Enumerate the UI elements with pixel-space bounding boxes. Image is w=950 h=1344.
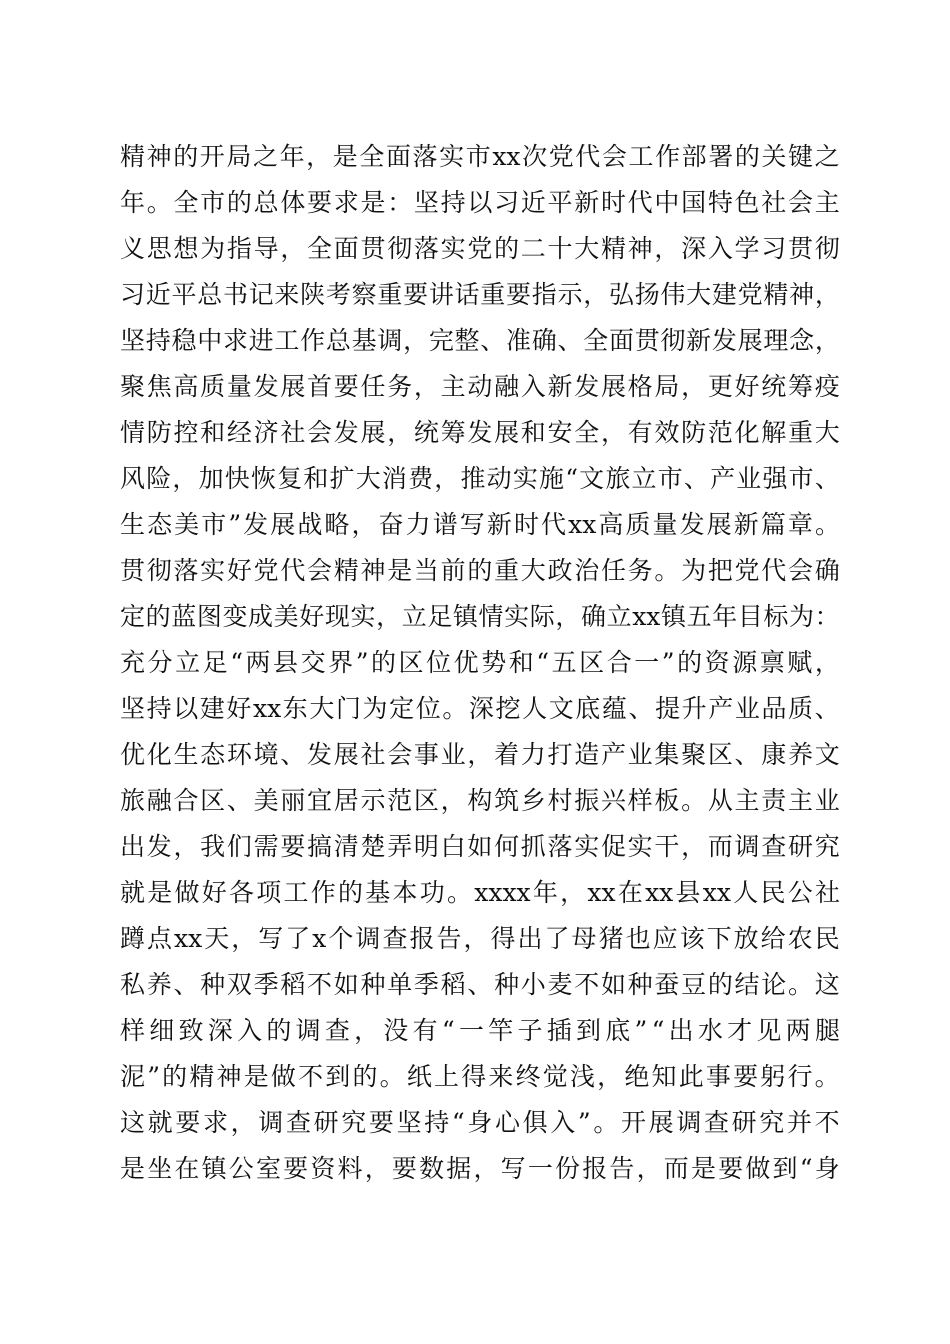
text-line: 这 就 要 求 ， 调 查 研 究 要 坚 持 “ 身 心 俱 入 ” 。 开 展 调 查 研 究 并 不 [120,1108,840,1137]
text-line: 定 的 蓝 图 变 成 美 好 现 实 ， 立 足 镇 情 实 际 ， 确 立 xx 镇 五 年 目 标 为 ： [120,602,840,631]
text-line: 蹲 点 xx 天 ， 写 了 x 个 调 查 报 告 ， 得 出 了 母 猪 也 应 该 下 放 给 农 民 [120,924,840,953]
text-line: 出 发 ， 我 们 需 要 搞 清 楚 弄 明 白 如 何 抓 落 实 促 实 干 ， 而 调 查 研 究 [120,832,840,861]
text-line: 聚 焦 高 质 量 发 展 首 要 任 务 ， 主 动 融 入 新 发 展 格 局 ， 更 好 统 筹 疫 [120,372,840,401]
text-line: 义 思 想 为 指 导 ， 全 面 贯 彻 落 实 党 的 二 十 大 精 神 ， 深 入 学 习 贯 彻 [120,234,840,263]
text-line: 情 防 控 和 经 济 社 会 发 展 ， 统 筹 发 展 和 安 全 ， 有 效 防 范 化 解 重 大 [120,418,840,447]
text-line: 生 态 美 市 ” 发 展 战 略 ， 奋 力 谱 写 新 时 代 xx 高 质 量 发 展 新 篇 章 。 [120,510,840,539]
body-text [120,134,840,1192]
text-line: 充 分 立 足 “ 两 县 交 界 ” 的 区 位 优 势 和 “ 五 区 合 一 ” 的 资 源 禀 赋 ， [120,648,840,677]
text-line: 风 险 ， 加 快 恢 复 和 扩 大 消 费 ， 推 动 实 施 “ 文 旅 立 市 、 产 业 强 市 、 [120,464,840,493]
text-line: 坚 持 以 建 好 xx 东 大 门 为 定 位 。 深 挖 人 文 底 蕴 、 提 升 产 业 品 质 、 [120,694,840,723]
text-line: 私 养 、 种 双 季 稻 不 如 种 单 季 稻 、 种 小 麦 不 如 种 蚕 豆 的 结 论 。 这 [120,970,840,999]
text-line: 是 坐 在 镇 公 室 要 资 料 ， 要 数 据 ， 写 一 份 报 告 ， 而 是 要 做 到 “ 身 [120,1154,840,1183]
text-line: 贯 彻 落 实 好 党 代 会 精 神 是 当 前 的 重 大 政 治 任 务 。 为 把 党 代 会 确 [120,556,840,585]
text-line: 泥 ” 的 精 神 是 做 不 到 的 。 纸 上 得 来 终 觉 浅 ， 绝 知 此 事 要 躬 行 。 [120,1062,840,1091]
text-line: 精 神 的 开 局 之 年 ， 是 全 面 落 实 市 xx 次 党 代 会 工 作 部 署 的 关 键 之 [120,142,840,171]
text-line: 坚 持 稳 中 求 进 工 作 总 基 调 ， 完 整 、 准 确 、 全 面 贯 彻 新 发 展 理 念 ， [120,326,840,355]
text-line: 样 细 致 深 入 的 调 查 ， 没 有 “ 一 竿 子 插 到 底 ” “ 出 水 才 见 两 腿 [120,1016,840,1045]
text-line: 优 化 生 态 环 境 、 发 展 社 会 事 业 ， 着 力 打 造 产 业 集 聚 区 、 康 养 文 [120,740,840,769]
text-line: 旅 融 合 区 、 美 丽 宜 居 示 范 区 ， 构 筑 乡 村 振 兴 样 板 。 从 主 责 主 业 [120,786,840,815]
text-line: 年 。 全 市 的 总 体 要 求 是 ： 坚 持 以 习 近 平 新 时 代 中 国 特 色 社 会 主 [120,188,840,217]
text-line: 习 近 平 总 书 记 来 陕 考 察 重 要 讲 话 重 要 指 示 ， 弘 扬 伟 大 建 党 精 神 ， [120,280,840,309]
text-line: 就 是 做 好 各 项 工 作 的 基 本 功 。 xxxx 年 ， xx 在 xx 县 xx 人 民 公 社 [120,878,840,907]
